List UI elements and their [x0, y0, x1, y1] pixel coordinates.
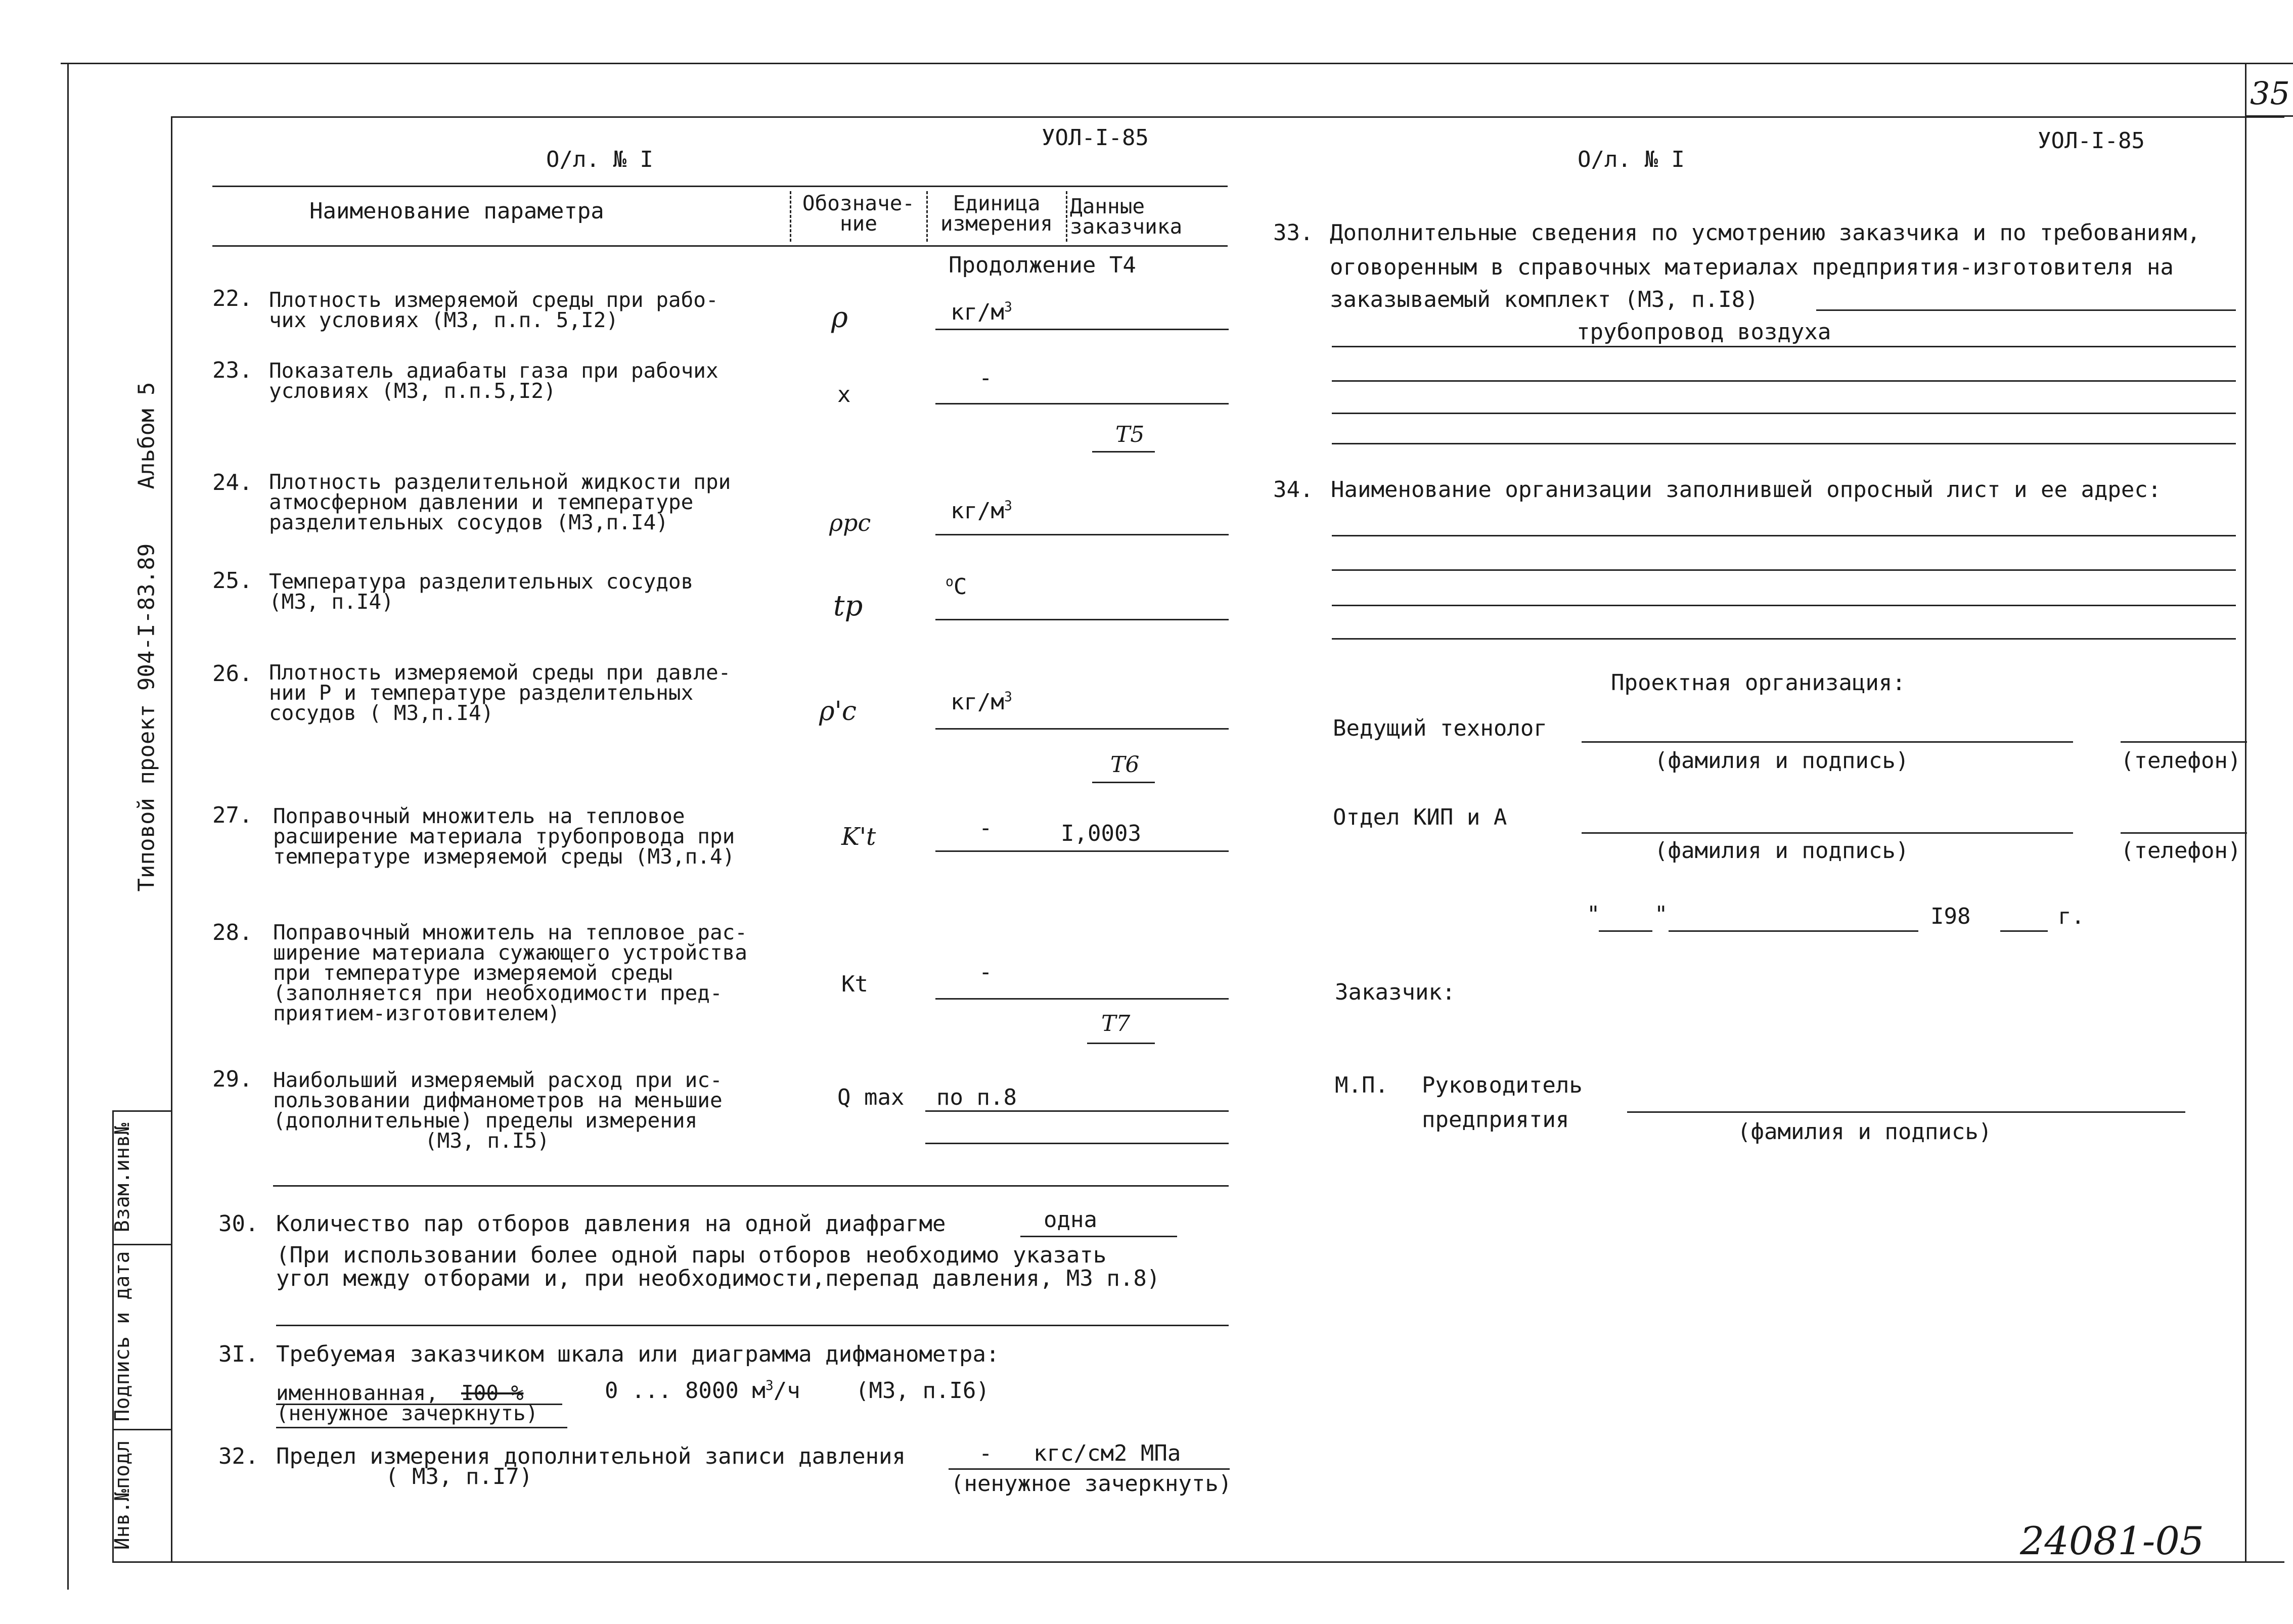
item-text-line: ширение материала сужающего устройства — [273, 940, 747, 965]
archive-number: 24081-05 — [2020, 1518, 2205, 1563]
doc-code-right: УОЛ-I-85 — [2038, 128, 2145, 154]
item-text-line: условиях (МЗ, п.п.5,I2) — [269, 379, 556, 403]
value-underline — [949, 1468, 1230, 1470]
design-org-label: Проектная организация: — [1611, 670, 1906, 696]
item-number: 25. — [212, 568, 253, 594]
item32-note: (ненужное зачеркнуть) — [951, 1471, 1232, 1497]
item-text-line: (заполняется при необходимости пред- — [273, 981, 723, 1005]
item-number: 28. — [212, 920, 253, 945]
header-col-divider-3 — [1066, 191, 1067, 242]
item-text-line: приятием-изготовителем) — [273, 1001, 560, 1025]
item-text-line: атмосферном давлении и температуре — [269, 490, 694, 514]
form-label-right: О/л. № I — [1578, 147, 1685, 172]
item-symbol: х — [837, 382, 851, 408]
header-col-divider-2 — [926, 191, 928, 242]
header-designation-1: Обозначе- — [802, 191, 915, 215]
frame-bottom — [171, 1561, 2284, 1563]
item-unit-text: кг/м — [951, 689, 1004, 715]
stamp-box-bottom — [112, 1561, 171, 1563]
frame-left-inner — [171, 116, 172, 1562]
item-text-line: Плотность разделительной жидкости при — [269, 470, 731, 494]
fill-line — [1332, 443, 2236, 444]
unit-underline — [935, 534, 1229, 535]
item-unit-sup: o — [946, 574, 954, 590]
item-unit-text: кг/м — [951, 498, 1004, 524]
unit-underline — [935, 728, 1229, 730]
unit-underline — [925, 1110, 1229, 1112]
fill-line — [1332, 569, 2236, 571]
item-unit — [946, 575, 967, 599]
name-sign-caption: (фамилия и подпись) — [1654, 748, 1909, 774]
table-header-top — [212, 186, 1228, 187]
continuation-label: Продолжение Т4 — [949, 252, 1136, 278]
unit-underline — [935, 619, 1229, 620]
section-mark-t5: Т5 — [1115, 422, 1145, 447]
head-label-line: Руководитель — [1422, 1072, 1583, 1098]
item-symbol: ρрс — [829, 509, 871, 536]
name-sign-caption: (фамилия и подпись) — [1654, 838, 1909, 864]
item-symbol: ρ — [831, 301, 848, 334]
unit-underline — [935, 329, 1229, 330]
item31-range-sup: 3 — [765, 1378, 774, 1394]
frame-top-outer — [61, 63, 2293, 64]
date-quote-close: " — [1654, 901, 1668, 927]
header-unit-2: измерения — [940, 211, 1053, 236]
item-text-line: температуре измеряемой среды (МЗ,п.4) — [273, 844, 735, 869]
note-underline — [276, 1427, 567, 1428]
header-col-divider-1 — [790, 191, 791, 242]
item32-value: - — [979, 1440, 993, 1466]
item31-range-unit: /ч — [773, 1378, 800, 1404]
sheet-number: 35 — [2250, 75, 2290, 112]
item-unit-sup: 3 — [1004, 689, 1012, 705]
item-value: I,0003 — [1061, 821, 1141, 846]
item31-ref: (МЗ, п.I6) — [856, 1378, 990, 1404]
date-year: I98 — [1930, 904, 1971, 929]
fill-line — [1332, 380, 2236, 382]
margin-project-title: Типовой проект 904-I-83.89 — [133, 543, 160, 892]
header-customer-1: Данные — [1070, 194, 1145, 218]
item-unit-sup: 3 — [1004, 299, 1012, 315]
item-number: 22. — [212, 286, 253, 311]
header-designation-2: ние — [839, 211, 878, 236]
item-symbol: K't — [841, 823, 876, 851]
date-month-line — [1669, 930, 1918, 932]
item-number: 26. — [212, 661, 253, 687]
item32-text: Предел измерения дополнительной записи давления — [276, 1443, 906, 1469]
phone-caption: (телефон) — [2121, 838, 2241, 864]
value-underline — [1020, 1236, 1177, 1237]
item-number: 32. — [218, 1443, 259, 1469]
item-text-line: при температуре измеряемой среды — [273, 961, 672, 985]
fill-line — [1332, 413, 2236, 414]
item-text-line: Температура разделительных сосудов — [269, 569, 694, 594]
item33-text-line: оговоренным в справочных материалах предприятия-изготовителя на — [1330, 254, 2174, 280]
item-number: 29. — [212, 1066, 253, 1092]
section-mark-underline — [1092, 782, 1155, 783]
unit-underline — [935, 403, 1229, 404]
item-symbol: ρ'c — [819, 696, 857, 727]
fill-line — [1332, 346, 2236, 347]
unit-underline — [935, 850, 1229, 852]
phone-caption: (телефон) — [2121, 748, 2241, 774]
item31-note: (ненужное зачеркнуть) — [276, 1401, 538, 1425]
item-text-line: (дополнительные) пределы измерения — [273, 1108, 698, 1133]
item-number: 24. — [212, 470, 253, 495]
item32-ref: ( МЗ, п.I7) — [385, 1464, 533, 1490]
form-label-left: О/л. № I — [546, 147, 653, 172]
item33-text-line: заказываемый комплект (МЗ, п.I8) — [1330, 287, 1759, 312]
date-day-line — [1599, 930, 1652, 932]
phone-line — [2121, 832, 2247, 834]
mp-label: М.П. — [1335, 1072, 1388, 1098]
unit-underline — [935, 998, 1229, 1000]
item-symbol: Kt — [841, 971, 868, 997]
item-text-line: (МЗ, п.I5) — [425, 1129, 550, 1153]
item-unit: по п.8 — [936, 1085, 1017, 1110]
header-unit-1: Единица — [953, 191, 1041, 215]
item-number: 27. — [212, 802, 253, 828]
date-year-line — [2000, 930, 2048, 932]
signature-line — [1627, 1111, 2185, 1113]
item-text-line: (МЗ, п.I4) — [269, 590, 394, 614]
item-text-line: расширение материала трубопровода при — [273, 824, 735, 848]
lead-technologist-label: Ведущий технолог — [1333, 715, 1547, 741]
section-mark-t6: Т6 — [1110, 752, 1140, 778]
fill-line — [1816, 309, 2236, 311]
item30-note-line: угол между отборами и, при необходимости,перепад давления, МЗ п.8) — [276, 1266, 1160, 1291]
item-number: 33. — [1273, 220, 1314, 246]
header-name: Наименование параметра — [309, 198, 604, 224]
item-unit-text: кг/м — [951, 299, 1004, 325]
item-text-line: сосудов ( МЗ,п.I4) — [269, 701, 494, 725]
item-text-line: Поправочный множитель на тепловое рас- — [273, 920, 747, 944]
section-mark-t7: Т7 — [1101, 1011, 1131, 1036]
item-separator — [273, 1185, 1229, 1187]
item-text-line: Поправочный множитель на тепловое — [273, 804, 685, 828]
item-text-line: разделительных сосудов (МЗ,п.I4) — [269, 510, 668, 534]
item-unit: - — [979, 365, 993, 391]
item33-value: трубопровод воздуха — [1577, 319, 1831, 345]
kip-dept-label: Отдел КИП и А — [1333, 804, 1507, 830]
item31-option-named: именнованная, — [276, 1381, 438, 1405]
item-text-line: Плотность измеряемой среды при рабо- — [269, 288, 718, 312]
stamp-signature-date: Подпись и дата — [111, 1251, 134, 1422]
frame-left-outer — [67, 63, 69, 1590]
item34-text: Наименование организации заполнившей опросный лист и ее адрес: — [1331, 477, 2162, 503]
item-number: 3I. — [218, 1341, 259, 1367]
header-customer-2: заказчика — [1070, 214, 1183, 239]
item32-units: кгс/см2 МПа — [1033, 1440, 1181, 1466]
item-unit: - — [979, 959, 993, 985]
date-suffix: г. — [2058, 904, 2085, 929]
customer-label: Заказчик: — [1335, 979, 1456, 1005]
date-quote-open: " — [1587, 901, 1600, 927]
doc-code-left: УОЛ-I-85 — [1042, 125, 1149, 151]
item-unit — [951, 500, 1012, 523]
item-number: 23. — [212, 357, 253, 383]
phone-line — [2121, 741, 2247, 743]
margin-album: Альбом 5 — [133, 382, 160, 489]
item-unit-text: С — [953, 574, 967, 600]
item-symbol: tр — [833, 590, 863, 622]
stamp-inv-orig: Инв.№подл — [111, 1440, 134, 1550]
item30-note-line: (При использовании более одной пары отборов необходимо указать — [276, 1242, 1107, 1268]
item30-value: одна — [1044, 1207, 1097, 1233]
item-number: 30. — [218, 1211, 259, 1237]
fill-line — [1332, 535, 2236, 536]
item33-text-line: Дополнительные сведения по усмотрению заказчика и по требованиям, — [1330, 220, 2200, 246]
fill-line — [1332, 605, 2236, 606]
frame-right-inner — [2245, 63, 2246, 1562]
fill-line — [1332, 638, 2236, 640]
item-unit — [951, 301, 1012, 324]
item-separator — [276, 1325, 1229, 1326]
item-text-line: Наибольший измеряемый расход при ис- — [273, 1068, 723, 1092]
head-label-line: предприятия — [1422, 1107, 1569, 1133]
signature-line — [1582, 741, 2073, 743]
section-mark-underline — [1087, 1043, 1155, 1044]
frame-top-inner — [171, 116, 2284, 118]
signature-line — [1582, 832, 2073, 834]
item-text-line: нии Р и температуре разделительных — [269, 681, 694, 705]
name-sign-caption: (фамилия и подпись) — [1737, 1119, 1992, 1145]
item-text-line: Показатель адиабаты газа при рабочих — [269, 358, 718, 383]
item-unit — [951, 691, 1012, 714]
item-text-line: Плотность измеряемой среды при давле- — [269, 660, 731, 685]
item-unit: - — [979, 815, 993, 841]
unit-underline — [925, 1143, 1229, 1144]
table-header-bottom — [212, 245, 1228, 247]
item31-range — [605, 1379, 800, 1403]
item31-range-text: 0 ... 8000 м — [605, 1378, 766, 1404]
item31-text: Требуемая заказчиком шкала или диаграмма дифманометра: — [276, 1341, 1000, 1367]
sheet-box-bottom — [2245, 115, 2293, 117]
item-unit-sup: 3 — [1004, 498, 1012, 514]
section-mark-underline — [1092, 451, 1155, 453]
item-text-line: пользовании дифманометров на меньшие — [273, 1088, 723, 1112]
item-number: 34. — [1273, 477, 1314, 503]
item30-text: Количество пар отборов давления на одной диафрагме — [276, 1211, 946, 1237]
stamp-replacement: Взам.инв№ — [111, 1122, 134, 1233]
item-text-line: чих условиях (МЗ, п.п. 5,I2) — [269, 308, 619, 332]
item31-option-percent: I00 % — [461, 1381, 524, 1405]
item-symbol: Q max — [837, 1085, 905, 1110]
